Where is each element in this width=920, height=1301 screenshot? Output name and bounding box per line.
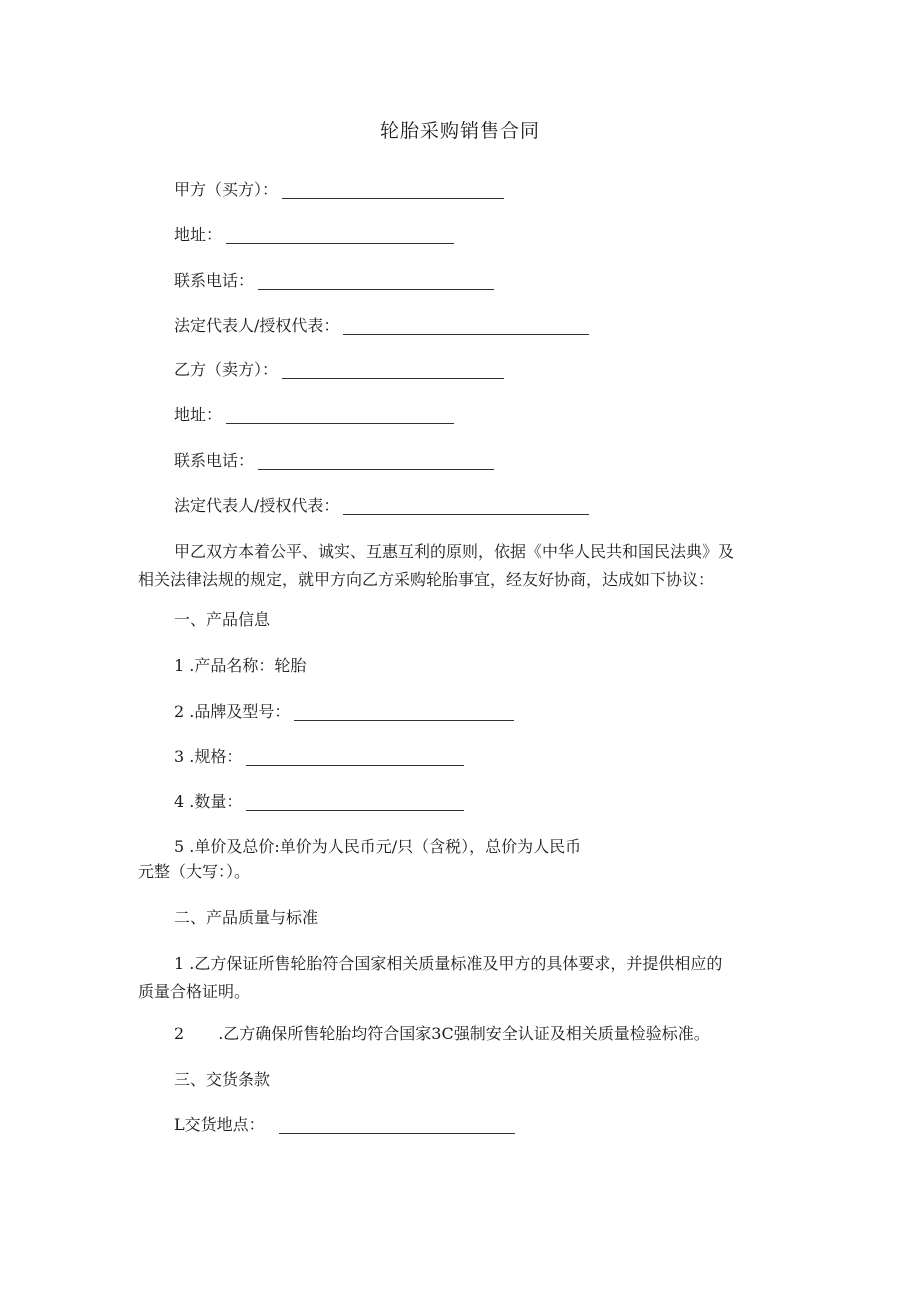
party-a-phone-blank[interactable] <box>258 273 494 290</box>
party-b-phone-label: 联系电话： <box>174 451 255 470</box>
party-b-rep-blank[interactable] <box>343 498 589 515</box>
section3-item1-row <box>174 1113 515 1137</box>
spec-blank[interactable] <box>246 749 464 766</box>
party-b-address-label: 地址： <box>174 405 223 424</box>
section1-item3-row <box>174 745 464 769</box>
party-b-name-row <box>174 358 504 382</box>
party-a-name-blank[interactable] <box>282 182 504 199</box>
section1-item1: 1 .产品名称：轮胎 <box>174 656 307 675</box>
section1-heading: 一、产品信息 <box>174 610 271 629</box>
party-a-rep-blank[interactable] <box>343 318 589 335</box>
party-b-phone-blank[interactable] <box>258 453 494 470</box>
quantity-blank[interactable] <box>246 794 464 811</box>
party-a-rep-row <box>174 314 589 338</box>
section1-item4-label: 4 .数量： <box>174 792 243 811</box>
delivery-location-blank[interactable] <box>279 1117 515 1134</box>
party-a-rep-label: 法定代表人/授权代表： <box>174 316 340 335</box>
party-b-address-blank[interactable] <box>226 407 454 424</box>
party-b-name-blank[interactable] <box>282 362 504 379</box>
party-a-address-blank[interactable] <box>226 227 454 244</box>
section3-heading: 三、交货条款 <box>174 1070 271 1089</box>
section2-heading: 二、产品质量与标准 <box>174 908 319 927</box>
section1-item5-line2: 元整（大写：）。 <box>138 862 251 881</box>
party-b-name-label: 乙方（卖方）： <box>174 360 279 379</box>
brand-model-blank[interactable] <box>294 704 514 721</box>
section1-item5-line1: 5 .单价及总价:单价为人民币元/只（含税），总价为人民币 <box>174 837 582 856</box>
party-b-address-row <box>174 403 454 427</box>
document-title: 轮胎采购销售合同 <box>379 120 540 142</box>
party-a-address-row <box>174 223 454 247</box>
section2-item1: 1 .乙方保证所售轮胎符合国家相关质量标准及甲方的具体要求，并提供相应的质量合格证明。 <box>138 954 723 1001</box>
party-a-name-row <box>174 178 504 202</box>
party-a-name-label: 甲方（买方）： <box>174 180 279 199</box>
party-a-phone-label: 联系电话： <box>174 271 255 290</box>
preamble-paragraph: 甲乙双方本着公平、诚实、互惠互利的原则，依据《中华人民共和国民法典》及相关法律法规的规定，就甲方向乙方采购轮胎事宜，经友好协商，达成如下协议： <box>138 542 735 589</box>
section1-item2-row <box>174 700 514 724</box>
party-b-rep-label: 法定代表人/授权代表： <box>174 496 340 515</box>
section3-item1-label: L交货地点： <box>174 1115 265 1134</box>
party-b-phone-row <box>174 449 494 473</box>
section1-item4-row <box>174 790 464 814</box>
party-a-address-label: 地址： <box>174 225 223 244</box>
party-b-rep-row <box>174 494 589 518</box>
section2-item2-number: 2 <box>174 1024 185 1043</box>
section1-item3-label: 3 .规格： <box>174 747 243 766</box>
section1-item2-label: 2 .品牌及型号： <box>174 702 291 721</box>
party-a-phone-row <box>174 269 494 293</box>
section2-item2-text: .乙方确保所售轮胎均符合国家3C强制安全认证及相关质量检验标准。 <box>218 1024 710 1043</box>
section2-item2-row <box>174 1022 710 1046</box>
